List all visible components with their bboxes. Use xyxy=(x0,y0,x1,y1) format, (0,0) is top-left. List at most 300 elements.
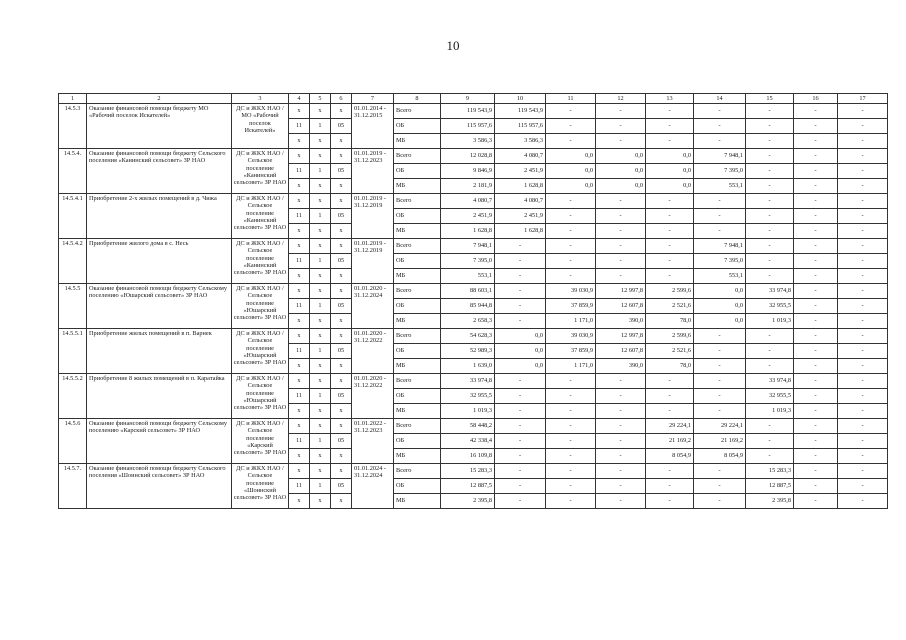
value-cell: - xyxy=(794,434,838,449)
value-cell: - xyxy=(794,404,838,419)
value-cell: 12 028,8 xyxy=(441,149,495,164)
row-description: Оказание финансовой помощи бюджету Сельскому поселению «Юшарский сельсовет» ЗР НАО xyxy=(87,284,232,329)
value-cell: 0,0 xyxy=(694,284,746,299)
row-code: 14.5.4. xyxy=(59,149,87,194)
value-cell: - xyxy=(495,239,546,254)
value-cell: - xyxy=(838,284,888,299)
code-col-6: 05 xyxy=(331,434,352,449)
value-cell: - xyxy=(794,464,838,479)
column-number-row xyxy=(59,94,888,104)
value-cell: 2 451,9 xyxy=(495,209,546,224)
value-cell: - xyxy=(495,464,546,479)
value-cell: 1 171,0 xyxy=(546,314,596,329)
code-col-6: 05 xyxy=(331,344,352,359)
value-cell: - xyxy=(794,179,838,194)
table-row xyxy=(59,149,888,164)
row-description: Приобретение 8 жилых помещений в п. Каратайка xyxy=(87,374,232,419)
row-description: Оказание финансовой помощи бюджету МО «Рабочий поселок Искателей» xyxy=(87,104,232,149)
row-period: 01.01.2024 - 31.12.2024 xyxy=(352,464,394,509)
value-cell: 3 586,3 xyxy=(441,134,495,149)
value-cell: - xyxy=(495,314,546,329)
value-cell: - xyxy=(746,269,794,284)
value-cell: - xyxy=(746,179,794,194)
code-col-4: x xyxy=(289,314,310,329)
value-cell: 0,0 xyxy=(546,179,596,194)
funding-source: МБ xyxy=(394,404,441,419)
value-cell: - xyxy=(694,359,746,374)
code-col-4: 11 xyxy=(289,434,310,449)
code-col-4: x xyxy=(289,224,310,239)
value-cell: 2 451,9 xyxy=(495,164,546,179)
value-cell: 0,0 xyxy=(596,164,646,179)
value-cell: - xyxy=(546,224,596,239)
value-cell: 1 019,3 xyxy=(746,404,794,419)
value-cell: 0,0 xyxy=(495,329,546,344)
value-cell: 390,0 xyxy=(596,359,646,374)
code-col-4: x xyxy=(289,359,310,374)
value-cell: - xyxy=(746,359,794,374)
value-cell: - xyxy=(838,329,888,344)
value-cell: - xyxy=(794,389,838,404)
value-cell: 16 109,8 xyxy=(441,449,495,464)
code-col-4: x xyxy=(289,149,310,164)
value-cell: 0,0 xyxy=(596,149,646,164)
value-cell: 1 019,3 xyxy=(746,314,794,329)
value-cell: 2 395,8 xyxy=(746,494,794,509)
value-cell: - xyxy=(694,404,746,419)
value-cell: - xyxy=(646,209,694,224)
value-cell: - xyxy=(746,239,794,254)
value-cell: 15 283,3 xyxy=(746,464,794,479)
code-col-5: x xyxy=(310,134,331,149)
value-cell: - xyxy=(794,104,838,119)
value-cell: - xyxy=(694,479,746,494)
value-cell: - xyxy=(596,464,646,479)
row-responsible: ДС и ЖКХ НАО / Сельское поселение «Юшарский сельсовет» ЗР НАО xyxy=(232,329,289,374)
value-cell: - xyxy=(596,449,646,464)
row-period: 01.01.2020 - 31.12.2024 xyxy=(352,284,394,329)
column-number: 1 xyxy=(59,94,87,104)
code-col-4: x xyxy=(289,464,310,479)
row-description: Оказание финансовой помощи бюджету Сельского поселения «Канинский сельсовет» ЗР НАО xyxy=(87,149,232,194)
code-col-6: x xyxy=(331,104,352,119)
column-number: 4 xyxy=(289,94,310,104)
value-cell: - xyxy=(838,194,888,209)
row-description: Оказание финансовой помощи бюджету Сельскому поселению «Карский сельсовет» ЗР НАО xyxy=(87,419,232,464)
value-cell: - xyxy=(596,374,646,389)
row-period: 01.01.2020 - 31.12.2022 xyxy=(352,374,394,419)
value-cell: 2 521,6 xyxy=(646,299,694,314)
value-cell: - xyxy=(838,269,888,284)
value-cell: 32 955,5 xyxy=(746,299,794,314)
code-col-4: 11 xyxy=(289,254,310,269)
code-col-5: x xyxy=(310,374,331,389)
value-cell: - xyxy=(838,164,888,179)
value-cell: - xyxy=(646,374,694,389)
value-cell: 119 543,9 xyxy=(441,104,495,119)
value-cell: - xyxy=(794,149,838,164)
value-cell: 0,0 xyxy=(546,149,596,164)
row-code: 14.5.3 xyxy=(59,104,87,149)
value-cell: - xyxy=(646,269,694,284)
funding-source: ОБ xyxy=(394,119,441,134)
value-cell: 119 543,9 xyxy=(495,104,546,119)
code-col-4: x xyxy=(289,179,310,194)
code-col-4: x xyxy=(289,449,310,464)
value-cell: - xyxy=(646,194,694,209)
code-col-4: x xyxy=(289,374,310,389)
value-cell: - xyxy=(746,104,794,119)
value-cell: - xyxy=(746,134,794,149)
funding-source: Всего xyxy=(394,239,441,254)
code-col-6: x xyxy=(331,494,352,509)
value-cell: - xyxy=(694,224,746,239)
value-cell: - xyxy=(596,209,646,224)
funding-source: МБ xyxy=(394,224,441,239)
code-col-5: x xyxy=(310,104,331,119)
funding-source: Всего xyxy=(394,149,441,164)
value-cell: - xyxy=(794,479,838,494)
value-cell: - xyxy=(646,104,694,119)
funding-source: ОБ xyxy=(394,434,441,449)
code-col-4: x xyxy=(289,419,310,434)
funding-source: Всего xyxy=(394,104,441,119)
value-cell: - xyxy=(596,194,646,209)
value-cell: - xyxy=(746,194,794,209)
code-col-6: 05 xyxy=(331,389,352,404)
code-col-4: x xyxy=(289,239,310,254)
code-col-4: 11 xyxy=(289,119,310,134)
value-cell: - xyxy=(794,194,838,209)
value-cell: 12 607,8 xyxy=(596,299,646,314)
value-cell: - xyxy=(746,254,794,269)
value-cell: 32 955,5 xyxy=(441,389,495,404)
value-cell: - xyxy=(646,239,694,254)
value-cell: - xyxy=(495,299,546,314)
code-col-6: x xyxy=(331,314,352,329)
row-code: 14.5.4.1 xyxy=(59,194,87,239)
funding-source: МБ xyxy=(394,449,441,464)
table-row xyxy=(59,104,888,119)
column-number: 15 xyxy=(746,94,794,104)
value-cell: - xyxy=(746,149,794,164)
funding-source: Всего xyxy=(394,329,441,344)
code-col-4: 11 xyxy=(289,164,310,179)
funding-source: ОБ xyxy=(394,299,441,314)
funding-source: Всего xyxy=(394,194,441,209)
row-code: 14.5.5 xyxy=(59,284,87,329)
value-cell: - xyxy=(694,464,746,479)
value-cell: 7 948,1 xyxy=(441,239,495,254)
code-col-5: x xyxy=(310,284,331,299)
value-cell: - xyxy=(694,374,746,389)
column-number: 7 xyxy=(352,94,394,104)
code-col-5: x xyxy=(310,464,331,479)
value-cell: 7 948,1 xyxy=(694,239,746,254)
code-col-4: x xyxy=(289,284,310,299)
value-cell: - xyxy=(694,194,746,209)
value-cell: - xyxy=(838,449,888,464)
value-cell: 12 997,8 xyxy=(596,329,646,344)
value-cell: - xyxy=(838,434,888,449)
column-number: 11 xyxy=(546,94,596,104)
column-number: 9 xyxy=(441,94,495,104)
value-cell: 3 586,3 xyxy=(495,134,546,149)
code-col-5: 1 xyxy=(310,389,331,404)
value-cell: - xyxy=(546,449,596,464)
code-col-6: x xyxy=(331,449,352,464)
value-cell: 78,0 xyxy=(646,359,694,374)
table-row xyxy=(59,239,888,254)
row-responsible: ДС и ЖКХ НАО / Сельское поселение «Карский сельсовет» ЗР НАО xyxy=(232,419,289,464)
value-cell: - xyxy=(794,449,838,464)
value-cell: - xyxy=(495,269,546,284)
code-col-4: x xyxy=(289,329,310,344)
code-col-6: 05 xyxy=(331,209,352,224)
value-cell: 29 224,1 xyxy=(694,419,746,434)
value-cell: - xyxy=(838,209,888,224)
code-col-6: 05 xyxy=(331,479,352,494)
code-col-5: 1 xyxy=(310,119,331,134)
code-col-5: 1 xyxy=(310,344,331,359)
code-col-4: x xyxy=(289,194,310,209)
value-cell: - xyxy=(794,284,838,299)
value-cell: 7 395,0 xyxy=(694,164,746,179)
row-code: 14.5.5.2 xyxy=(59,374,87,419)
value-cell: - xyxy=(694,494,746,509)
value-cell: - xyxy=(596,404,646,419)
value-cell: - xyxy=(694,104,746,119)
value-cell: 7 395,0 xyxy=(694,254,746,269)
code-col-6: x xyxy=(331,374,352,389)
value-cell: 9 846,9 xyxy=(441,164,495,179)
value-cell: - xyxy=(596,239,646,254)
code-col-6: x xyxy=(331,359,352,374)
value-cell: - xyxy=(694,389,746,404)
value-cell: - xyxy=(546,374,596,389)
value-cell: 4 080,7 xyxy=(495,149,546,164)
funding-source: Всего xyxy=(394,284,441,299)
value-cell: - xyxy=(794,134,838,149)
code-col-4: x xyxy=(289,104,310,119)
code-col-5: x xyxy=(310,269,331,284)
code-col-5: 1 xyxy=(310,209,331,224)
value-cell: - xyxy=(794,224,838,239)
column-number: 16 xyxy=(794,94,838,104)
value-cell: - xyxy=(838,359,888,374)
value-cell: - xyxy=(794,239,838,254)
value-cell: - xyxy=(794,254,838,269)
value-cell: - xyxy=(694,209,746,224)
value-cell: - xyxy=(794,314,838,329)
funding-source: МБ xyxy=(394,179,441,194)
budget-table xyxy=(58,93,888,509)
value-cell: - xyxy=(646,389,694,404)
code-col-5: 1 xyxy=(310,254,331,269)
value-cell: - xyxy=(596,269,646,284)
value-cell: - xyxy=(495,434,546,449)
value-cell: - xyxy=(495,374,546,389)
value-cell: 7 948,1 xyxy=(694,149,746,164)
value-cell: - xyxy=(794,269,838,284)
value-cell: - xyxy=(646,404,694,419)
row-code: 14.5.6 xyxy=(59,419,87,464)
code-col-5: x xyxy=(310,419,331,434)
funding-source: ОБ xyxy=(394,389,441,404)
value-cell: 2 599,6 xyxy=(646,329,694,344)
row-responsible: ДС и ЖКХ НАО / Сельское поселение «Канинский сельсовет» ЗР НАО xyxy=(232,149,289,194)
value-cell: 32 955,5 xyxy=(746,389,794,404)
code-col-5: 1 xyxy=(310,164,331,179)
value-cell: 33 974,8 xyxy=(746,284,794,299)
value-cell: 1 171,0 xyxy=(546,359,596,374)
code-col-6: x xyxy=(331,179,352,194)
value-cell: 1 628,8 xyxy=(495,179,546,194)
value-cell: 2 451,9 xyxy=(441,209,495,224)
value-cell: - xyxy=(546,134,596,149)
value-cell: - xyxy=(746,119,794,134)
value-cell: - xyxy=(495,284,546,299)
value-cell: 12 997,8 xyxy=(596,284,646,299)
value-cell: 39 030,9 xyxy=(546,284,596,299)
value-cell: - xyxy=(546,119,596,134)
value-cell: - xyxy=(694,119,746,134)
value-cell: 4 080,7 xyxy=(441,194,495,209)
funding-source: ОБ xyxy=(394,254,441,269)
value-cell: 21 169,2 xyxy=(646,434,694,449)
code-col-6: 05 xyxy=(331,119,352,134)
value-cell: - xyxy=(596,479,646,494)
value-cell: 0,0 xyxy=(596,179,646,194)
code-col-6: x xyxy=(331,149,352,164)
value-cell: - xyxy=(794,329,838,344)
value-cell: 1 628,8 xyxy=(441,224,495,239)
row-period: 01.01.2019 - 31.12.2023 xyxy=(352,149,394,194)
code-col-4: x xyxy=(289,404,310,419)
value-cell: 390,0 xyxy=(596,314,646,329)
value-cell: 2 181,9 xyxy=(441,179,495,194)
code-col-6: x xyxy=(331,284,352,299)
row-description: Оказание финансовой помощи бюджету Сельского поселения «Шоинский сельсовет» ЗР НАО xyxy=(87,464,232,509)
row-period: 01.01.2014 - 31.12.2015 xyxy=(352,104,394,149)
value-cell: 7 395,0 xyxy=(441,254,495,269)
value-cell: - xyxy=(646,224,694,239)
value-cell: - xyxy=(546,419,596,434)
table-row xyxy=(59,329,888,344)
value-cell: 54 628,3 xyxy=(441,329,495,344)
value-cell: - xyxy=(746,164,794,179)
value-cell: 0,0 xyxy=(694,299,746,314)
value-cell: - xyxy=(838,299,888,314)
value-cell: 0,0 xyxy=(646,149,694,164)
value-cell: 1 019,3 xyxy=(441,404,495,419)
value-cell: - xyxy=(838,314,888,329)
code-col-5: x xyxy=(310,494,331,509)
value-cell: 21 169,2 xyxy=(694,434,746,449)
code-col-4: 11 xyxy=(289,344,310,359)
code-col-5: x xyxy=(310,179,331,194)
code-col-4: x xyxy=(289,269,310,284)
funding-source: МБ xyxy=(394,269,441,284)
row-responsible: ДС и ЖКХ НАО / Сельское поселение «Юшарский сельсовет» ЗР НАО xyxy=(232,374,289,419)
column-number: 2 xyxy=(87,94,232,104)
value-cell: - xyxy=(495,404,546,419)
row-responsible: ДС и ЖКХ НАО / Сельское поселение «Шоинский сельсовет» ЗР НАО xyxy=(232,464,289,509)
value-cell: - xyxy=(838,419,888,434)
value-cell: - xyxy=(694,344,746,359)
value-cell: - xyxy=(694,329,746,344)
value-cell: - xyxy=(746,434,794,449)
row-description: Приобретение 2-х жилых помещений в д. Чижа xyxy=(87,194,232,239)
value-cell: 1 639,0 xyxy=(441,359,495,374)
value-cell: 85 944,8 xyxy=(441,299,495,314)
value-cell: - xyxy=(546,269,596,284)
value-cell: - xyxy=(694,134,746,149)
code-col-5: 1 xyxy=(310,479,331,494)
row-code: 14.5.5.1 xyxy=(59,329,87,374)
code-col-5: x xyxy=(310,224,331,239)
row-responsible: ДС и ЖКХ НАО / Сельское поселение «Канинский сельсовет» ЗР НАО xyxy=(232,239,289,284)
value-cell: - xyxy=(646,254,694,269)
value-cell: - xyxy=(838,374,888,389)
table-row xyxy=(59,194,888,209)
value-cell: - xyxy=(546,254,596,269)
value-cell: - xyxy=(646,479,694,494)
value-cell: - xyxy=(838,179,888,194)
funding-source: ОБ xyxy=(394,479,441,494)
row-period: 01.01.2020 - 31.12.2022 xyxy=(352,329,394,374)
value-cell: 2 521,6 xyxy=(646,344,694,359)
value-cell: - xyxy=(794,494,838,509)
code-col-5: x xyxy=(310,149,331,164)
value-cell: 58 448,2 xyxy=(441,419,495,434)
value-cell: - xyxy=(546,389,596,404)
row-description: Приобретение жилого дома в с. Несь xyxy=(87,239,232,284)
value-cell: - xyxy=(495,449,546,464)
funding-source: МБ xyxy=(394,314,441,329)
value-cell: - xyxy=(495,479,546,494)
funding-source: Всего xyxy=(394,374,441,389)
value-cell: - xyxy=(596,224,646,239)
value-cell: - xyxy=(746,344,794,359)
value-cell: 8 054,9 xyxy=(694,449,746,464)
code-col-4: 11 xyxy=(289,209,310,224)
value-cell: - xyxy=(546,434,596,449)
value-cell: - xyxy=(546,104,596,119)
value-cell: - xyxy=(838,479,888,494)
table-row xyxy=(59,419,888,434)
value-cell: - xyxy=(838,464,888,479)
value-cell: 553,1 xyxy=(694,179,746,194)
row-period: 01.01.2019 - 31.12.2019 xyxy=(352,239,394,284)
value-cell: - xyxy=(546,209,596,224)
value-cell: - xyxy=(596,134,646,149)
row-description: Приобретение жилых помещений в п. Варнек xyxy=(87,329,232,374)
value-cell: - xyxy=(546,194,596,209)
row-responsible: ДС и ЖКХ НАО / Сельское поселение «Канинский сельсовет» ЗР НАО xyxy=(232,194,289,239)
column-number: 3 xyxy=(232,94,289,104)
value-cell: 0,0 xyxy=(495,344,546,359)
funding-source: ОБ xyxy=(394,209,441,224)
code-col-6: x xyxy=(331,239,352,254)
table-body xyxy=(59,104,888,509)
column-number: 6 xyxy=(331,94,352,104)
table-row xyxy=(59,374,888,389)
value-cell: 0,0 xyxy=(694,314,746,329)
value-cell: - xyxy=(794,299,838,314)
row-code: 14.5.7. xyxy=(59,464,87,509)
value-cell: - xyxy=(596,389,646,404)
